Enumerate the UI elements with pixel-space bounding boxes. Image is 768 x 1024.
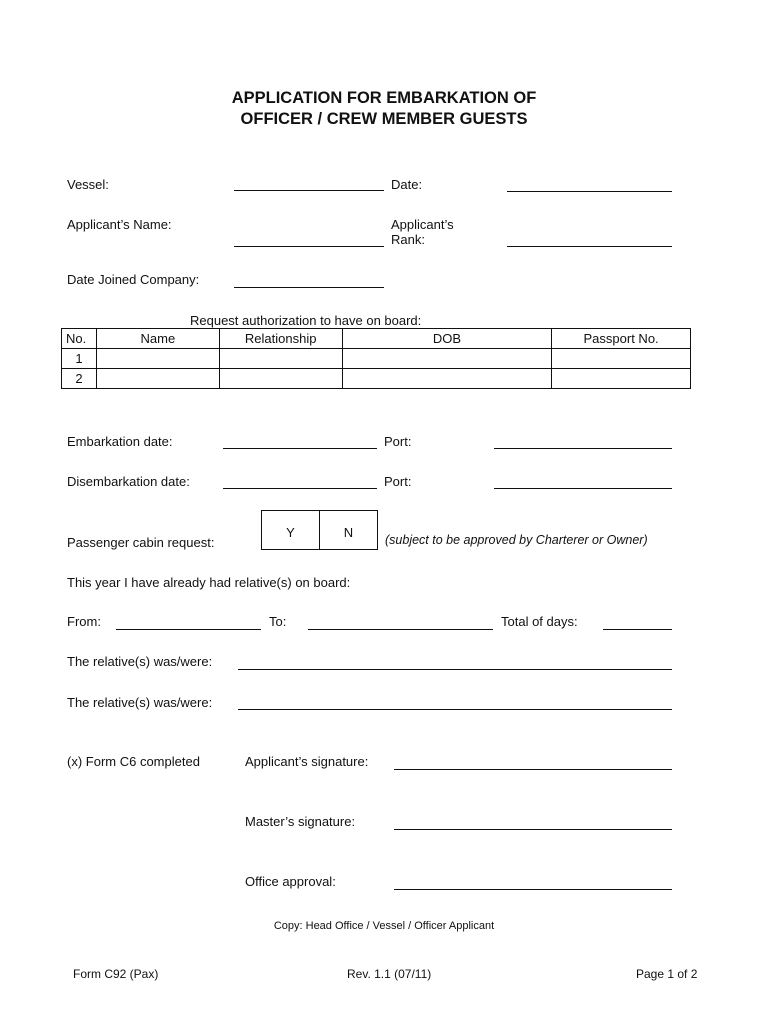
vessel-label: Vessel: bbox=[67, 177, 109, 192]
form-title-line2: OFFICER / CREW MEMBER GUESTS bbox=[240, 110, 528, 128]
relatives-was-were-field-2[interactable] bbox=[238, 709, 672, 710]
guest-name-cell[interactable] bbox=[96, 369, 219, 389]
relatives-intro: This year I have already had relative(s) on board: bbox=[67, 575, 351, 590]
office-approval-field[interactable] bbox=[394, 889, 672, 890]
applicant-name-label: Applicant’s Name: bbox=[67, 217, 172, 232]
disembarkation-date-label: Disembarkation date: bbox=[67, 474, 190, 489]
applicant-signature-field[interactable] bbox=[394, 769, 672, 770]
date-joined-label: Date Joined Company: bbox=[67, 272, 200, 287]
footer-form-number: Form C92 (Pax) bbox=[73, 967, 159, 981]
relatives-was-were-field-1[interactable] bbox=[238, 669, 672, 670]
row-number: 2 bbox=[62, 369, 97, 389]
table-row bbox=[62, 369, 691, 389]
col-header-no: No. bbox=[62, 329, 97, 349]
office-approval-label: Office approval: bbox=[245, 874, 336, 889]
master-signature-field[interactable] bbox=[394, 829, 672, 830]
cabin-no-option[interactable]: N bbox=[319, 511, 377, 549]
guests-caption: Request authorization to have on board: bbox=[190, 313, 422, 328]
row-number: 1 bbox=[62, 349, 97, 369]
from-field[interactable] bbox=[116, 629, 261, 630]
applicant-signature-label: Applicant’s signature: bbox=[245, 754, 369, 769]
cabin-request-label: Passenger cabin request: bbox=[67, 535, 215, 550]
date-joined-field[interactable] bbox=[234, 287, 384, 288]
guests-table bbox=[61, 328, 691, 389]
total-days-field[interactable] bbox=[603, 629, 672, 630]
master-signature-label: Master’s signature: bbox=[245, 814, 356, 829]
applicant-name-field[interactable] bbox=[234, 246, 384, 247]
table-row bbox=[62, 349, 691, 369]
col-header-name: Name bbox=[96, 329, 219, 349]
guest-dob-cell[interactable] bbox=[342, 369, 552, 389]
footer-revision: Rev. 1.1 (07/11) bbox=[347, 967, 432, 981]
vessel-field[interactable] bbox=[234, 190, 384, 191]
relatives-was-were-label-2: The relative(s) was/were: bbox=[67, 695, 213, 710]
applicant-rank-label-line2: Rank: bbox=[391, 232, 425, 247]
embarkation-port-field[interactable] bbox=[494, 448, 672, 449]
col-header-passport: Passport No. bbox=[552, 329, 691, 349]
copy-distribution-note: Copy: Head Office / Vessel / Officer Applicant bbox=[273, 920, 495, 932]
date-field[interactable] bbox=[507, 191, 672, 192]
cabin-approval-note: (subject to be approved by Charterer or Owner) bbox=[385, 533, 648, 547]
applicant-rank-label-line1: Applicant’s bbox=[391, 217, 454, 232]
disembarkation-port-field[interactable] bbox=[494, 488, 672, 489]
guest-relationship-cell[interactable] bbox=[219, 349, 342, 369]
embarkation-port-label: Port: bbox=[384, 434, 412, 449]
to-label: To: bbox=[269, 614, 287, 629]
cabin-yn-box bbox=[261, 510, 378, 550]
embarkation-date-field[interactable] bbox=[223, 448, 377, 449]
cabin-yes-option[interactable]: Y bbox=[286, 525, 295, 540]
applicant-rank-field[interactable] bbox=[507, 246, 672, 247]
to-field[interactable] bbox=[308, 629, 493, 630]
guest-relationship-cell[interactable] bbox=[219, 369, 342, 389]
form-c6-label: (x) Form C6 completed bbox=[67, 754, 200, 769]
guests-header-row bbox=[62, 329, 691, 349]
footer-page-number: Page 1 of 2 bbox=[636, 967, 698, 981]
guest-passport-cell[interactable] bbox=[552, 369, 691, 389]
guest-name-cell[interactable] bbox=[96, 349, 219, 369]
guest-dob-cell[interactable] bbox=[342, 349, 552, 369]
disembarkation-date-field[interactable] bbox=[223, 488, 377, 489]
disembarkation-port-label: Port: bbox=[384, 474, 412, 489]
form-title-line1: APPLICATION FOR EMBARKATION OF bbox=[231, 89, 537, 107]
col-header-dob: DOB bbox=[342, 329, 552, 349]
date-label: Date: bbox=[391, 177, 423, 192]
guest-passport-cell[interactable] bbox=[552, 349, 691, 369]
col-header-relationship: Relationship bbox=[219, 329, 342, 349]
relatives-was-were-label-1: The relative(s) was/were: bbox=[67, 654, 213, 669]
total-days-label: Total of days: bbox=[501, 614, 578, 629]
embarkation-date-label: Embarkation date: bbox=[67, 434, 173, 449]
from-label: From: bbox=[67, 614, 101, 629]
